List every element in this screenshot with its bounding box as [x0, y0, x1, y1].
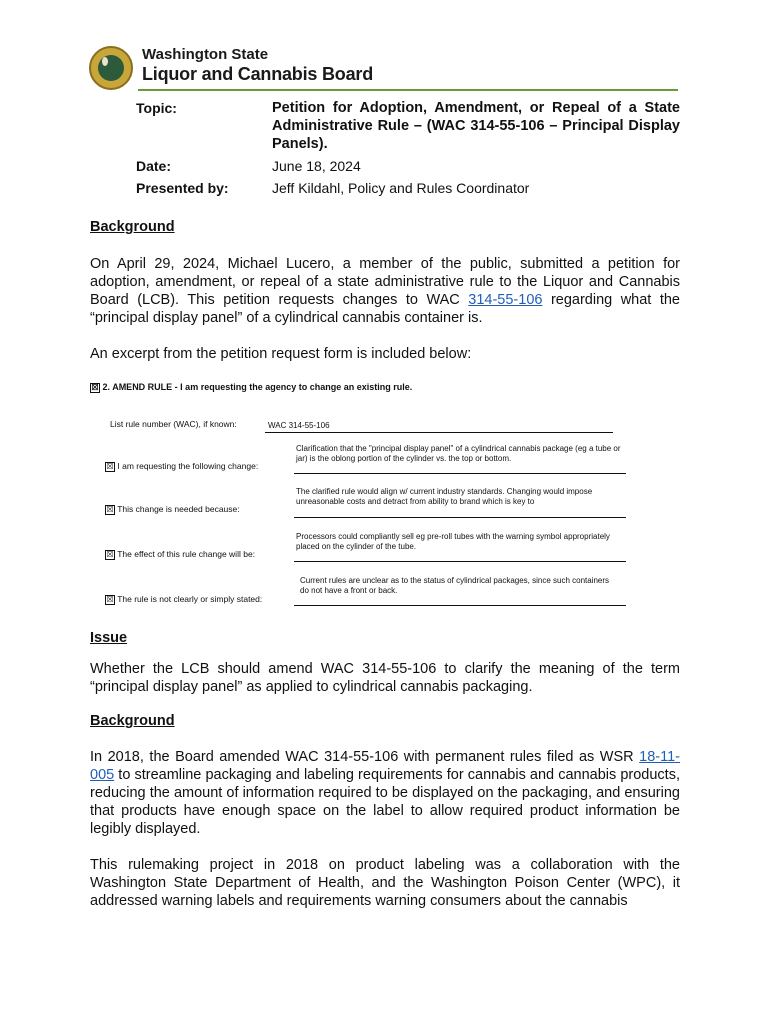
checked-box-icon: ☒	[106, 594, 114, 604]
org-name-line1: Washington State	[142, 46, 269, 63]
background-heading: Background	[90, 219, 175, 235]
needed-because-answer-line	[294, 517, 626, 518]
not-clear-row-label: ☒ The rule is not clearly or simply stated:	[106, 594, 263, 604]
rule-number-label: List rule number (WAC), if known:	[110, 419, 237, 429]
seal-portrait	[102, 57, 108, 66]
background-2-paragraph-2: This rulemaking project in 2018 on product labeling was a collaboration with the Washington State Department of Health, and the Washington Poison Center (WPC), it addressed warning labels and requirements warning consumers about the cannabis	[90, 857, 680, 909]
rule-number-line	[265, 432, 613, 433]
background-2-paragraph-1	[90, 748, 680, 838]
change-answer-line	[294, 473, 626, 474]
petition-form-excerpt	[90, 380, 635, 610]
background-paragraph-1	[90, 255, 680, 327]
background-paragraph-1-text-a: On April 29, 2024, Michael Lucero, a member of the public, submitted a petition for adoption, amendment, or repeal of a state administrative rule to the Liquor and Cannabis Board (LCB). This petition requests changes to WAC	[90, 256, 680, 308]
issue-heading: Issue	[90, 630, 128, 646]
effect-answer-line	[294, 561, 626, 562]
background-paragraph-1-text-b: regarding what the “principal display panel” of a cylindrical cannabis container is.	[90, 292, 680, 326]
background-paragraph-2: An excerpt from the petition request form is included below:	[90, 346, 472, 362]
presented-by-value: Jeff Kildahl, Policy and Rules Coordinator	[272, 180, 530, 196]
presented-by-label: Presented by:	[136, 180, 229, 196]
amend-rule-heading	[90, 382, 412, 393]
not-clear-answer-line	[294, 605, 626, 606]
needed-because-row-label: ☒ This change is needed because:	[106, 504, 240, 514]
checked-box-icon: ☒	[91, 382, 99, 392]
checked-box-icon: ☒	[106, 461, 114, 471]
change-row-label: ☒ I am requesting the following change:	[106, 461, 259, 471]
issue-text: Whether the LCB should amend WAC 314-55-106 to clarify the meaning of the term “principal display panel” as applied to cylindrical cannabis packaging.	[90, 661, 680, 695]
wsr-18-11-005-link[interactable]: 18-11-005	[90, 749, 680, 783]
background-2-paragraph-1-text-b: to streamline packaging and labeling requirements for cannabis and cannabis products, reducing the amount of information required to be displayed on the packaging, and ensuring that products have enough space on the label to allow required product information be legibly displayed.	[90, 767, 680, 837]
not-clear-answer: Current rules are unclear as to the status of cylindrical packages, since such containers do not have a front or back.	[300, 576, 610, 595]
header-rule	[138, 89, 678, 91]
checked-box-icon: ☒	[106, 549, 114, 559]
needed-because-answer: The clarified rule would align w/ current industry standards. Changing would impose unreasonable costs and detract from ability to brand which is key to	[296, 487, 593, 506]
rule-number-value: WAC 314-55-106	[268, 421, 330, 430]
background-2-paragraph-1-text-a: In 2018, the Board amended WAC 314-55-106 with permanent rules filed as WSR	[90, 749, 640, 765]
change-answer: Clarification that the "principal display panel" of a cylindrical cannabis package (eg a tube or jar) is the oblong portion of the cylinder vs. the top or bottom.	[296, 444, 621, 463]
effect-answer: Processors could compliantly sell eg pre-roll tubes with the warning symbol appropriately placed on the cylinder of the tube.	[296, 532, 610, 551]
state-seal-logo	[89, 46, 133, 90]
date-value: June 18, 2024	[272, 158, 361, 174]
effect-row-label: ☒ The effect of this rule change will be:	[106, 549, 256, 559]
topic-label: Topic:	[136, 100, 177, 116]
amend-rule-text: 2. AMEND RULE - I am requesting the agency to change an existing rule.	[102, 382, 413, 392]
topic-value: Petition for Adoption, Amendment, or Repeal of a State Administrative Rule – (WAC 314-55-106 – Principal Display Panels).	[272, 100, 680, 152]
checked-box-icon: ☒	[106, 504, 114, 514]
background-2-heading: Background	[90, 713, 175, 729]
date-label: Date:	[136, 158, 172, 174]
wac-314-55-106-link[interactable]: 314-55-106	[468, 292, 543, 308]
org-name-line2: Liquor and Cannabis Board	[142, 64, 374, 84]
